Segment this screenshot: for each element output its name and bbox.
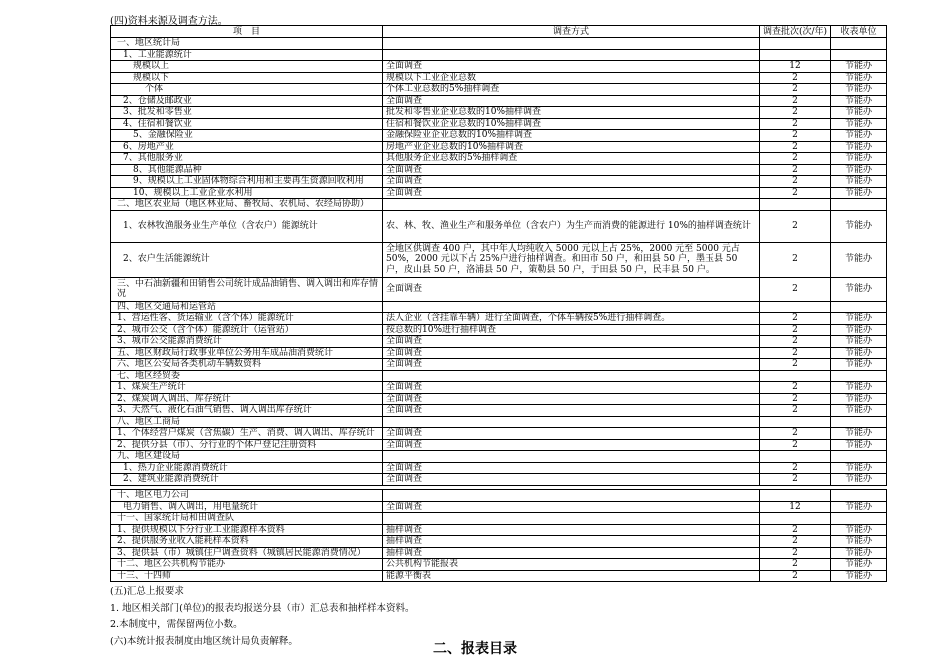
row-item: 5、金融保险业 (111, 130, 383, 142)
row-item: 3、批发和零售业 (111, 107, 383, 119)
row-item: 4、住宿和餐饮业 (111, 118, 383, 130)
footer-line: 1. 地区相关部门(单位)的报表均报送分县（市）汇总表和抽样样本资料。 (110, 602, 415, 614)
table-row (111, 439, 887, 451)
row-item: 十二、地区公共机构节能办 (111, 559, 383, 571)
row-method: 全面调查 (383, 176, 760, 188)
row-item: 7、其他服务业 (111, 153, 383, 165)
row-batch: 2 (760, 118, 831, 130)
row-unit: 节能办 (831, 439, 887, 451)
table-row (111, 176, 887, 188)
table-row (111, 462, 887, 474)
row-batch: 2 (760, 405, 831, 417)
row-unit: 节能办 (831, 536, 887, 548)
table-row (111, 382, 887, 394)
row-method: 全面调查 (383, 347, 760, 359)
row-method: 全面调查 (383, 61, 760, 73)
row-item: 8、其他能源品种 (111, 164, 383, 176)
row-unit: 节能办 (831, 405, 887, 417)
row-method: 房地产业企业总数的10%抽样调查 (383, 141, 760, 153)
row-batch: 2 (760, 439, 831, 451)
row-unit: 节能办 (831, 176, 887, 188)
table-row (111, 72, 887, 84)
row-item: 2、提供服务业收入能耗样本资料 (111, 536, 383, 548)
row-unit: 节能办 (831, 382, 887, 394)
row-method: 全面调查 (383, 474, 760, 486)
row-method: 全面调查 (383, 428, 760, 440)
table-row (111, 336, 887, 348)
row-item: 六、地区公安局各类机动车辆数资料 (111, 359, 383, 371)
row-unit (831, 513, 887, 525)
row-batch: 2 (760, 382, 831, 394)
row-method: 全面调查 (383, 336, 760, 348)
table-row (111, 141, 887, 153)
row-method (383, 370, 760, 382)
row-batch (760, 416, 831, 428)
table-row (111, 451, 887, 463)
row-batch (760, 490, 831, 502)
row-batch: 2 (760, 72, 831, 84)
row-method (383, 49, 760, 61)
row-method (383, 451, 760, 463)
footer-line: (六)本统计报表制度由地区统计局负责解释。 (110, 635, 298, 647)
row-batch: 2 (760, 524, 831, 536)
row-unit: 节能办 (831, 107, 887, 119)
row-item: 十一、国家统计局和田调查队 (111, 513, 383, 525)
row-batch (760, 370, 831, 382)
row-method: 抽样调查 (383, 536, 760, 548)
row-method: 全面调查 (383, 462, 760, 474)
row-item: 1、热力企业能源消费统计 (111, 462, 383, 474)
table-row (111, 347, 887, 359)
row-unit: 节能办 (831, 153, 887, 165)
header-batch: 调查批次(次/年) (760, 26, 831, 38)
table-row (111, 61, 887, 73)
table-row (111, 130, 887, 142)
row-item: 二、地区农业局（地区林业局、畜牧局、农机局、农经局协助） (111, 199, 383, 211)
table-row (111, 570, 887, 582)
row-unit: 节能办 (831, 277, 887, 301)
row-batch: 2 (760, 570, 831, 582)
row-batch: 2 (760, 462, 831, 474)
table-row (111, 107, 887, 119)
table-row (111, 359, 887, 371)
row-unit: 节能办 (831, 164, 887, 176)
table-row (111, 536, 887, 548)
table-row (111, 370, 887, 382)
row-unit: 节能办 (831, 187, 887, 199)
table-row (111, 474, 887, 486)
row-batch: 2 (760, 277, 831, 301)
row-item: 2、城市公交（含个体）能源统计（运管站） (111, 324, 383, 336)
table-row (111, 187, 887, 199)
header-item: 项 目 (111, 26, 383, 38)
row-item: 3、提供县（市）城镇住户调查资料（城镇居民能源消费情况） (111, 547, 383, 559)
row-method: 个体工业总数的5%抽样调查 (383, 84, 760, 96)
row-item: 个体 (111, 84, 383, 96)
row-method: 全面调查 (383, 501, 760, 513)
row-method: 公共机构节能报表 (383, 559, 760, 571)
row-unit (831, 370, 887, 382)
row-item: 七、地区经贸委 (111, 370, 383, 382)
footer-line: (五)汇总上报要求 (110, 586, 184, 597)
row-unit: 节能办 (831, 313, 887, 325)
table-row (111, 416, 887, 428)
row-method: 抽样调查 (383, 524, 760, 536)
row-item: 电力销售、调入调出，用电量统计 (111, 501, 383, 513)
row-method: 抽样调查 (383, 547, 760, 559)
row-unit (831, 490, 887, 502)
row-batch: 2 (760, 164, 831, 176)
row-batch: 2 (760, 242, 831, 277)
row-unit: 节能办 (831, 393, 887, 405)
row-method: 全面调查 (383, 439, 760, 451)
row-method: 批发和零售业企业总数的10%抽样调查 (383, 107, 760, 119)
row-item: 1、农林牧渔服务业生产单位（含农户）能源统计 (111, 210, 383, 242)
row-unit: 节能办 (831, 242, 887, 277)
row-item: 10、规模以上工业企业水利用 (111, 187, 383, 199)
row-item: 2、提供分县（市）、分行业的个体户登记注册资料 (111, 439, 383, 451)
row-method: 全面调查 (383, 393, 760, 405)
row-unit: 节能办 (831, 72, 887, 84)
row-unit (831, 301, 887, 313)
header-unit: 收表单位 (831, 26, 887, 38)
data-source-table (110, 25, 887, 486)
row-unit: 节能办 (831, 570, 887, 582)
row-unit: 节能办 (831, 118, 887, 130)
row-batch: 2 (760, 559, 831, 571)
row-batch: 2 (760, 210, 831, 242)
table-row (111, 405, 887, 417)
row-unit: 节能办 (831, 95, 887, 107)
row-unit: 节能办 (831, 130, 887, 142)
row-item: 2、农户生活能源统计 (111, 242, 383, 277)
row-item: 十三、十四师 (111, 570, 383, 582)
row-unit: 节能办 (831, 547, 887, 559)
row-batch (760, 301, 831, 313)
row-item: 1、工业能源统计 (111, 49, 383, 61)
row-method: 全面调查 (383, 359, 760, 371)
row-item: 1、个体经营户煤炭（含焦碳）生产、消费、调入调出、库存统计 (111, 428, 383, 440)
intro-line: (四)资料来源及调查方法。 (110, 16, 228, 27)
table-row (111, 301, 887, 313)
row-unit (831, 49, 887, 61)
row-batch: 2 (760, 324, 831, 336)
table-body (111, 38, 887, 486)
row-item: 6、房地产业 (111, 141, 383, 153)
row-batch: 2 (760, 347, 831, 359)
row-method: 按总数的10%进行抽样调查 (383, 324, 760, 336)
table-row (111, 393, 887, 405)
table-row (111, 242, 887, 277)
row-batch (760, 451, 831, 463)
row-item: 3、城市公交能源消费统计 (111, 336, 383, 348)
row-batch: 2 (760, 84, 831, 96)
table-row (111, 277, 887, 301)
row-method: 全面调查 (383, 164, 760, 176)
row-method: 住宿和餐饮业企业总数的10%抽样调查 (383, 118, 760, 130)
row-unit: 节能办 (831, 324, 887, 336)
row-unit: 节能办 (831, 559, 887, 571)
row-method (383, 513, 760, 525)
row-batch: 12 (760, 61, 831, 73)
table-row (111, 95, 887, 107)
row-item: 9、规模以上工业固体物综合利用和主要再生资源回收利用 (111, 176, 383, 188)
table-row (111, 559, 887, 571)
row-unit (831, 199, 887, 211)
row-batch: 2 (760, 547, 831, 559)
row-batch: 12 (760, 501, 831, 513)
row-method: 规模以下工业企业总数 (383, 72, 760, 84)
table-row (111, 513, 887, 525)
row-method: 全地区供调查 400 户，其中年人均纯收入 5000 元以上占 25%，2000 元至 5000 元占 50%，2000 元以下占 25%户进行抽样调查。和田市 50 户，和田县 50 户，墨玉县 50 户，皮山县 50 户，洛浦县 50 户，策勒县 50 户，于田县 50 户，民丰县 50 户。 (383, 242, 760, 277)
table-row (111, 199, 887, 211)
row-item: 八、地区工商局 (111, 416, 383, 428)
row-batch: 2 (760, 107, 831, 119)
row-method: 全面调查 (383, 95, 760, 107)
row-method: 能源平衡表 (383, 570, 760, 582)
table-body-continued (111, 490, 887, 582)
row-item: 四、地区交通局和运管站 (111, 301, 383, 313)
table-row (111, 153, 887, 165)
row-item: 2、建筑业能源消费统计 (111, 474, 383, 486)
row-unit: 节能办 (831, 428, 887, 440)
row-batch (760, 38, 831, 50)
row-method: 全面调查 (383, 382, 760, 394)
row-method: 全面调查 (383, 405, 760, 417)
row-batch: 2 (760, 141, 831, 153)
row-batch (760, 49, 831, 61)
row-unit: 节能办 (831, 359, 887, 371)
row-batch: 2 (760, 336, 831, 348)
row-batch: 2 (760, 153, 831, 165)
table-row (111, 524, 887, 536)
row-unit (831, 451, 887, 463)
row-item: 1、营运性客、货运输业（含个体）能源统计 (111, 313, 383, 325)
table-row (111, 428, 887, 440)
row-item: 3、天然气、液化石油气销售、调入调出库存统计 (111, 405, 383, 417)
row-batch: 2 (760, 95, 831, 107)
row-item: 三、中石油新疆和田销售公司统计成品油销售、调入调出和库存情况 (111, 277, 383, 301)
row-batch: 2 (760, 474, 831, 486)
row-unit: 节能办 (831, 501, 887, 513)
row-method: 法人企业（含挂靠车辆）进行全面调查，个体车辆按5%进行抽样调查。 (383, 313, 760, 325)
row-unit: 节能办 (831, 462, 887, 474)
table-row (111, 84, 887, 96)
row-method (383, 490, 760, 502)
table-row (111, 210, 887, 242)
row-unit (831, 38, 887, 50)
table-row (111, 501, 887, 513)
row-batch: 2 (760, 313, 831, 325)
row-method (383, 199, 760, 211)
header-method: 调查方式 (383, 26, 760, 38)
row-batch: 2 (760, 393, 831, 405)
row-batch: 2 (760, 187, 831, 199)
row-method (383, 416, 760, 428)
row-method: 全面调查 (383, 187, 760, 199)
section-heading: 二、报表目录 (433, 641, 517, 657)
row-unit: 节能办 (831, 210, 887, 242)
table-row (111, 49, 887, 61)
row-item: 一、地区统计局 (111, 38, 383, 50)
row-item: 规模以上 (111, 61, 383, 73)
row-method: 其他服务企业总数的5%抽样调查 (383, 153, 760, 165)
row-unit: 节能办 (831, 347, 887, 359)
row-method (383, 38, 760, 50)
row-batch: 2 (760, 176, 831, 188)
row-method (383, 301, 760, 313)
row-method: 农、林、牧、渔业生产和服务单位（含农户）为生产而消费的能源进行 10%的抽样调查统计 (383, 210, 760, 242)
footer-line: 2.本制度中，需保留两位小数。 (110, 619, 243, 630)
row-unit: 节能办 (831, 61, 887, 73)
row-unit (831, 416, 887, 428)
data-source-table-continued (110, 489, 887, 582)
row-item: 十、地区电力公司 (111, 490, 383, 502)
row-unit: 节能办 (831, 336, 887, 348)
row-method: 金融保险业企业总数的10%抽样调查 (383, 130, 760, 142)
row-batch: 2 (760, 359, 831, 371)
row-item: 九、地区建设局 (111, 451, 383, 463)
table-row (111, 324, 887, 336)
row-item: 1、煤炭生产统计 (111, 382, 383, 394)
row-item: 五、地区财政局行政事业单位公务用车成品油消费统计 (111, 347, 383, 359)
row-unit: 节能办 (831, 84, 887, 96)
row-item: 规模以下 (111, 72, 383, 84)
row-batch: 2 (760, 428, 831, 440)
row-batch: 2 (760, 536, 831, 548)
table-row (111, 490, 887, 502)
row-unit: 节能办 (831, 474, 887, 486)
row-batch (760, 513, 831, 525)
row-item: 2、煤炭调入调出、库存统计 (111, 393, 383, 405)
table-row (111, 38, 887, 50)
table-row (111, 547, 887, 559)
row-unit: 节能办 (831, 141, 887, 153)
row-batch: 2 (760, 130, 831, 142)
row-item: 1、提供规模以下分行业工业能源样本资料 (111, 524, 383, 536)
table-row (111, 313, 887, 325)
table-row (111, 118, 887, 130)
row-method: 全面调查 (383, 277, 760, 301)
row-batch (760, 199, 831, 211)
row-item: 2、仓储及邮政业 (111, 95, 383, 107)
table-row (111, 164, 887, 176)
row-unit: 节能办 (831, 524, 887, 536)
